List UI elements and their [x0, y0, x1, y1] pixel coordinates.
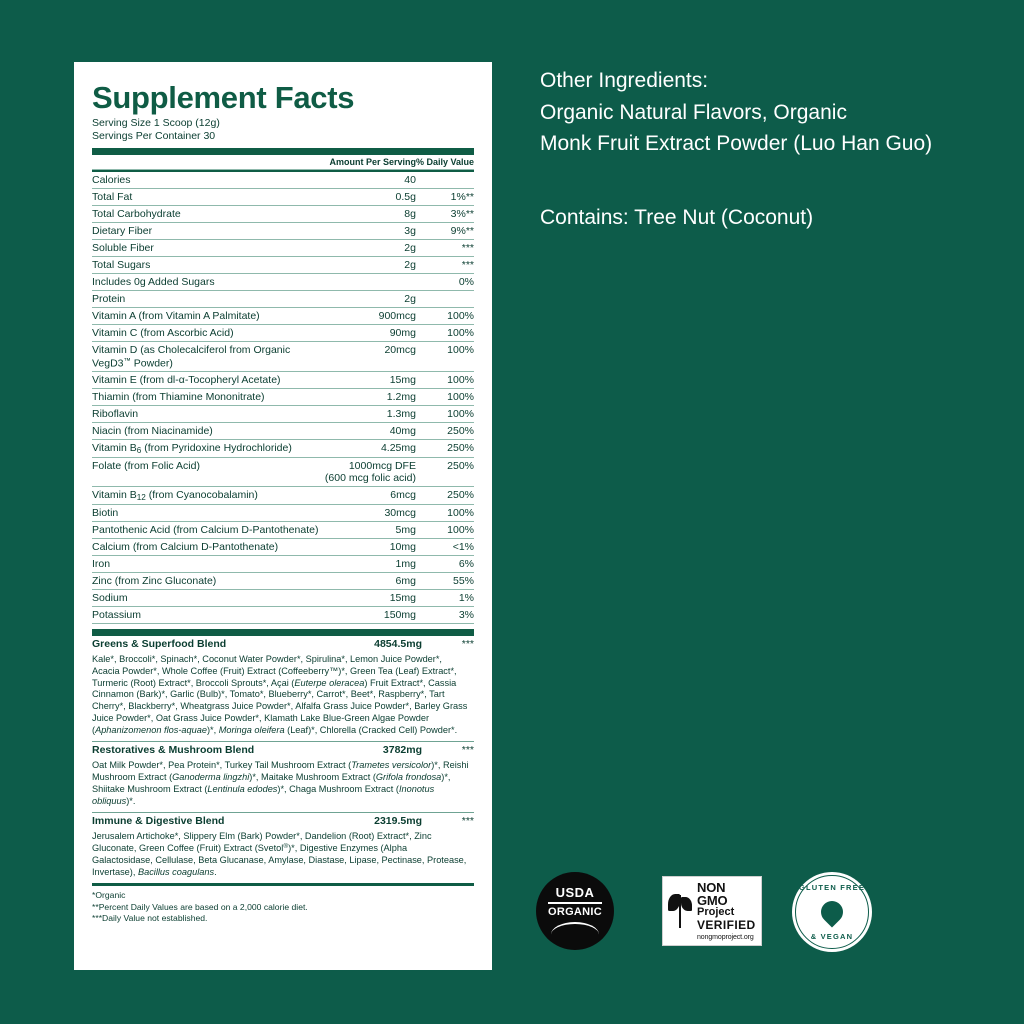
- usda-divider: [548, 902, 602, 904]
- nutrient-name: Vitamin C (from Ascorbic Acid): [92, 324, 325, 341]
- nutrition-row: [92, 504, 474, 521]
- nutrition-row: [92, 439, 474, 457]
- divider-thick-top: [92, 148, 474, 155]
- nutrient-amount: 2g: [325, 290, 416, 307]
- nutrient-daily-value: 9%**: [416, 222, 474, 239]
- nutrient-name: Total Sugars: [92, 256, 325, 273]
- nutrient-name: Calcium (from Calcium D-Pantothenate): [92, 538, 325, 555]
- nutrition-row: [92, 388, 474, 405]
- nutrient-daily-value: 100%: [416, 504, 474, 521]
- nutrient-amount: [325, 273, 416, 290]
- nutrient-amount: 90mg: [325, 324, 416, 341]
- nongmo-line-1: NON: [697, 879, 726, 895]
- blend-name: Restoratives & Mushroom Blend: [92, 744, 255, 757]
- supplement-facts-inner: [84, 72, 482, 960]
- blend-ingredients: Jerusalem Artichoke*, Slippery Elm (Bark) Powder*, Dandelion (Root) Extract*, Zinc Gluconate, Green Coffee (Fruit) Extract (Svetol®)*, Digestive Enzymes (Alpha Galactosidase, Cellulase, Beta Glucanase, Amylase, Diastase, Lipase, Pectinase, Protease, Invertase), Bacillus coagulans.: [92, 831, 467, 877]
- nutrient-amount: 30mcg: [325, 504, 416, 521]
- nutrition-row: [92, 171, 474, 189]
- blend-amount: 3782mg: [382, 744, 422, 757]
- nutrient-name: Iron: [92, 555, 325, 572]
- nutrient-daily-value: 100%: [416, 341, 474, 371]
- nutrient-daily-value: ***: [416, 239, 474, 256]
- nutrition-row: [92, 521, 474, 538]
- nutrient-daily-value: 250%: [416, 457, 474, 486]
- nutrition-row: [92, 273, 474, 290]
- nongmo-line-4: VERIFIED: [697, 917, 756, 932]
- page-title: Supplement Facts: [92, 80, 355, 115]
- nutrition-row: [92, 256, 474, 273]
- footnote-dv: **Percent Daily Values are based on a 2,000 calorie diet.: [92, 901, 308, 912]
- blend-block: [92, 636, 474, 742]
- nutrient-amount: 2g: [325, 256, 416, 273]
- nutrition-row: [92, 538, 474, 555]
- blend-amount: 4854.5mg: [374, 637, 422, 650]
- nutrient-daily-value: 100%: [416, 307, 474, 324]
- usda-organic-badge-icon: [536, 872, 614, 950]
- other-ingredients-line-2: Monk Fruit Extract Powder (Luo Han Guo): [540, 131, 933, 155]
- nutrient-amount: 8g: [325, 205, 416, 222]
- nutrient-daily-value: <1%: [416, 538, 474, 555]
- nutrient-name: Potassium: [92, 606, 325, 623]
- nutrition-row: [92, 422, 474, 439]
- certification-badges: [536, 872, 936, 956]
- nutrition-row: [92, 307, 474, 324]
- nutrition-row: [92, 205, 474, 222]
- other-ingredients-line-1: Organic Natural Flavors, Organic: [540, 101, 847, 125]
- nutrient-name: Thiamin (from Thiamine Mononitrate): [92, 388, 325, 405]
- nutrient-daily-value: 250%: [416, 486, 474, 504]
- footnote-organic: *Organic: [92, 890, 126, 901]
- nutrient-amount: 0.5g: [325, 188, 416, 205]
- nutrient-name: Folate (from Folic Acid): [92, 457, 325, 486]
- nutrition-row: [92, 324, 474, 341]
- nutrient-amount: 900mcg: [325, 307, 416, 324]
- nutrient-name: Pantothenic Acid (from Calcium D-Pantothenate): [92, 521, 325, 538]
- organic-label: ORGANIC: [547, 905, 603, 918]
- nutrient-name: Protein: [92, 290, 325, 307]
- header-blank: [92, 155, 325, 170]
- nutrient-name: Soluble Fiber: [92, 239, 325, 256]
- nutrient-amount: 15mg: [325, 589, 416, 606]
- header-daily-value: % Daily Value: [416, 155, 474, 170]
- nongmo-line-2: GMO: [697, 893, 728, 909]
- nutrition-row: [92, 589, 474, 606]
- nutrient-amount: 1.2mg: [325, 388, 416, 405]
- nutrient-name: Vitamin A (from Vitamin A Palmitate): [92, 307, 325, 324]
- nutrient-name: Niacin (from Niacinamide): [92, 422, 325, 439]
- non-gmo-project-badge-icon: [662, 876, 762, 946]
- gluten-free-label: GLUTEN FREE: [798, 883, 866, 892]
- nutrient-amount: 1000mcg DFE (600 mcg folic acid): [325, 457, 416, 486]
- blend-name: Greens & Superfood Blend: [92, 637, 227, 650]
- nutrient-amount: 6mcg: [325, 486, 416, 504]
- nutrition-table: [92, 155, 474, 624]
- servings-per-container: Servings Per Container 30: [92, 129, 216, 142]
- nutrient-daily-value: 6%: [416, 555, 474, 572]
- nutrient-name: Biotin: [92, 504, 325, 521]
- nutrient-daily-value: 3%: [416, 606, 474, 623]
- nutrient-name: Sodium: [92, 589, 325, 606]
- nutrient-name: Vitamin $B_{12}$ (from Cyanocobalamin): [92, 486, 325, 504]
- nutrition-row: [92, 239, 474, 256]
- nutrient-name: Vitamin E (from dl-α-Tocopheryl Acetate): [92, 371, 325, 388]
- nutrient-daily-value: 1%: [416, 589, 474, 606]
- blend-amount: 2319.5mg: [374, 815, 422, 828]
- nutrient-amount: 15mg: [325, 371, 416, 388]
- nutrient-amount: 1.3mg: [325, 405, 416, 422]
- nutrient-amount: 4.25mg: [325, 439, 416, 457]
- nutrition-row: [92, 222, 474, 239]
- nutrition-row: [92, 486, 474, 504]
- nutrient-amount: 5mg: [325, 521, 416, 538]
- nutrient-name: Includes 0g Added Sugars: [92, 273, 325, 290]
- nutrient-amount: 10mg: [325, 538, 416, 555]
- nutrient-daily-value: 100%: [416, 388, 474, 405]
- nutrient-daily-value: 100%: [416, 405, 474, 422]
- nutrient-name: Zinc (from Zinc Gluconate): [92, 572, 325, 589]
- nutrient-daily-value: 0%: [416, 273, 474, 290]
- nutrient-name: Riboflavin: [92, 405, 325, 422]
- nutrition-row: [92, 572, 474, 589]
- nutrient-daily-value: 250%: [416, 439, 474, 457]
- blend-block: [92, 742, 474, 813]
- nutrition-row: [92, 290, 474, 307]
- nutrient-name: Dietary Fiber: [92, 222, 325, 239]
- usda-label: USDA: [555, 884, 595, 900]
- nutrient-amount: 1mg: [325, 555, 416, 572]
- footnote-dv-not-established: ***Daily Value not established.: [92, 913, 208, 924]
- nutrient-daily-value: 250%: [416, 422, 474, 439]
- nutrition-row: [92, 606, 474, 623]
- footnotes: [92, 890, 474, 924]
- right-text-column: [540, 66, 990, 234]
- nutrient-amount: 6mg: [325, 572, 416, 589]
- nutrient-amount: 40mg: [325, 422, 416, 439]
- nutrient-daily-value: [416, 171, 474, 189]
- divider-footnotes: [92, 883, 474, 886]
- gluten-free-vegan-badge-icon: [792, 872, 872, 952]
- contains-allergens: Contains: Tree Nut (Coconut): [540, 206, 814, 230]
- vegan-label: & VEGAN: [810, 932, 854, 941]
- other-ingredients-heading: Other Ingredients:: [540, 69, 709, 92]
- nutrition-row: [92, 405, 474, 422]
- nutrition-row: [92, 188, 474, 205]
- nutrition-table-header: [92, 155, 474, 170]
- divider-thick-blends: [92, 629, 474, 636]
- blend-ingredients: Oat Milk Powder*, Pea Protein*, Turkey Tail Mushroom Extract (Trametes versicolor)*, Reishi Mushroom Extract (Ganoderma lingzhi)*, Maitake Mushroom Extract (Grifola frondosa)*, Shiitake Mushroom Extract (Lentinula edodes)*, Chaga Mushroom Extract (Inonotus obliquus)*.: [92, 760, 469, 806]
- blend-block: [92, 813, 474, 883]
- blend-ingredients: Kale*, Broccoli*, Spinach*, Coconut Water Powder*, Spirulina*, Lemon Juice Powder*, Acacia Powder*, Whole Coffee (Fruit) Extract (Coffeeberry™)*, Green Tea (Leaf) Extract*, Turmeric (Root) Extract*, Broccoli Sprouts*, Açai (Euterpe oleracea) Fruit Extract*, Cassia Cinnamon (Bark)*, Garlic (Bulb)*, Tomato*, Blueberry*, Carrot*, Beet*, Raspberry*, Tart Cherry*, Blackberry*, Wheatgrass Juice Powder*, Alfalfa Grass Juice Powder*, Barley Grass Juice Powder*, Oat Grass Juice Powder*, Klamath Lake Blue-Green Algae Powder (Aphanizomenon flos-aquae)*, Moringa oleifera (Leaf)*, Chlorella (Cracked Cell) Powder*.: [92, 653, 468, 735]
- blend-daily-value: ***: [461, 744, 474, 757]
- nutrient-daily-value: 100%: [416, 521, 474, 538]
- nutrient-name: Total Carbohydrate: [92, 205, 325, 222]
- blends-section: [92, 636, 474, 883]
- blend-daily-value: ***: [461, 815, 474, 828]
- nutrient-amount: 150mg: [325, 606, 416, 623]
- nutrient-daily-value: [416, 290, 474, 307]
- usda-arc-icon: [551, 922, 599, 937]
- serving-size: Serving Size 1 Scoop (12g): [92, 117, 220, 129]
- nutrient-name: Vitamin $B_6$ (from Pyridoxine Hydrochloride): [92, 439, 325, 457]
- nutrient-daily-value: 3%**: [416, 205, 474, 222]
- nutrient-name: Calories: [92, 171, 325, 189]
- nutrient-amount: 40: [325, 171, 416, 189]
- nongmo-line-3: Project: [697, 906, 735, 919]
- nutrition-row: [92, 555, 474, 572]
- nutrient-daily-value: 100%: [416, 371, 474, 388]
- nutrient-daily-value: ***: [416, 256, 474, 273]
- nutrient-daily-value: 100%: [416, 324, 474, 341]
- nutrient-daily-value: 55%: [416, 572, 474, 589]
- nutrition-row: [92, 341, 474, 371]
- header-amount-per-serving: Amount Per Serving: [325, 155, 416, 170]
- supplement-facts-panel: [74, 62, 492, 970]
- blend-name: Immune & Digestive Blend: [92, 815, 225, 828]
- nutrition-row: [92, 457, 474, 486]
- nutrient-name: Total Fat: [92, 188, 325, 205]
- nutrient-amount: 20mcg: [325, 341, 416, 371]
- nutrient-daily-value: 1%**: [416, 188, 474, 205]
- nutrition-row: [92, 371, 474, 388]
- nutrient-amount: 3g: [325, 222, 416, 239]
- butterfly-icon: [667, 891, 693, 931]
- nutrient-name: Vitamin D (as Cholecalciferol from Organic VegD3™ Powder): [92, 341, 325, 371]
- nongmo-url: nongmoproject.org: [697, 933, 754, 941]
- blend-daily-value: ***: [461, 637, 474, 650]
- nutrient-amount: 2g: [325, 239, 416, 256]
